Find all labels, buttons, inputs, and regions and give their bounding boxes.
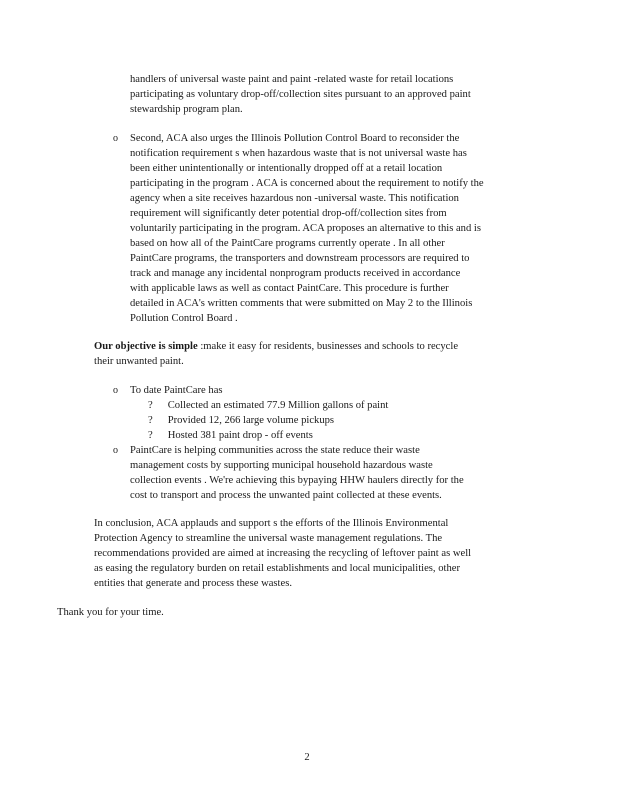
text-line: stewardship program plan. [130,104,243,115]
sub-sub-marker: ? [148,430,153,441]
text-line: Protection Agency to streamline the universal waste management regulations. The [94,533,443,544]
text-line: participating in the program . ACA is concerned about the requirement to notify the [130,178,484,189]
objective-lead: Our objective is simple [94,341,198,352]
objective-paragraph [94,339,458,369]
closing-text: Thank you for your time. [57,607,164,618]
list-item-text: Collected an estimated 77.9 Million gallons of paint [167,400,389,411]
sub-sub-marker: ? [148,415,153,426]
conclusion-paragraph [94,516,471,591]
list-item [148,413,388,428]
text-line: Second, ACA also urges the Illinois Pollution Control Board to reconsider the [130,133,460,144]
text-line: In conclusion, ACA applauds and support s the efforts of the Illinois Environmental [94,518,449,529]
sub-sub-marker: ? [148,400,153,411]
continuation-paragraph [130,72,471,117]
bullet-marker [75,516,83,531]
sub-bullet-marker: o [113,445,118,456]
text-line: participating as voluntary drop-off/collection sites pursuant to an approved paint [130,89,471,100]
list-item-text: Hosted 381 paint drop - off events [167,430,313,441]
text-line: with applicable laws as well as contact PaintCare. This procedure is further [130,283,449,294]
text-line: PaintCare programs, the transporters and downstream processors are required to [130,253,470,264]
text-line: To date PaintCare has [130,385,223,396]
list-item-text: Provided 12, 266 large volume pickups [167,415,335,426]
text-line: entities that generate and process these wastes. [94,578,292,589]
text-line [94,339,458,354]
text-line: Pollution Control Board . [130,313,238,324]
closing-line [57,605,164,620]
text-line: their unwanted paint. [94,356,184,367]
text-line: as easing the regulatory burden on retail establishments and local municipalities, other [94,563,460,574]
to-date-list [148,398,388,443]
text-line: voluntarily participating in the program. ACA proposes an alternative to this and is [130,223,481,234]
text-line: management costs by supporting municipal household hazardous waste [130,460,433,471]
list-item [148,398,388,413]
text-line: collection events . We're achieving this bypaying HHW haulers directly for the [130,475,464,486]
text-line: been either unintentionally or intentionally dropped off at a retail location [130,163,443,174]
text-line: track and manage any incidental nonprogram products received in accordance [130,268,461,279]
second-item-paragraph [130,131,484,326]
text-line: recommendations provided are aimed at increasing the recycling of leftover paint as well [94,548,472,559]
helping-paragraph [130,443,464,503]
page-number: 2 [304,752,310,763]
sub-bullet-marker: o [113,385,118,396]
text-line: handlers of universal waste paint and paint -related waste for retail locations [130,74,454,85]
text-line: notification requirement s when hazardous waste that is not universal waste has [130,148,467,159]
text-line: cost to transport and process the unwanted paint collected at these events. [130,490,442,501]
list-item [148,428,388,443]
objective-rest: :make it easy for residents, businesses and schools to recycle [197,341,459,352]
text-line: PaintCare is helping communities across the state reduce their waste [130,445,420,456]
to-date-label [130,383,223,398]
bullet-marker [75,339,83,354]
text-line: requirement will significantly deter potential drop-off/collection sites from [130,208,447,219]
sub-bullet-marker: o [113,133,118,144]
text-line: based on how all of the PaintCare programs currently operate . In all other [130,238,445,249]
text-line: agency when a site receives hazardous non -universal waste. This notification [130,193,459,204]
text-line: detailed in ACA's written comments that were submitted on May 2 to the Illinois [130,298,473,309]
